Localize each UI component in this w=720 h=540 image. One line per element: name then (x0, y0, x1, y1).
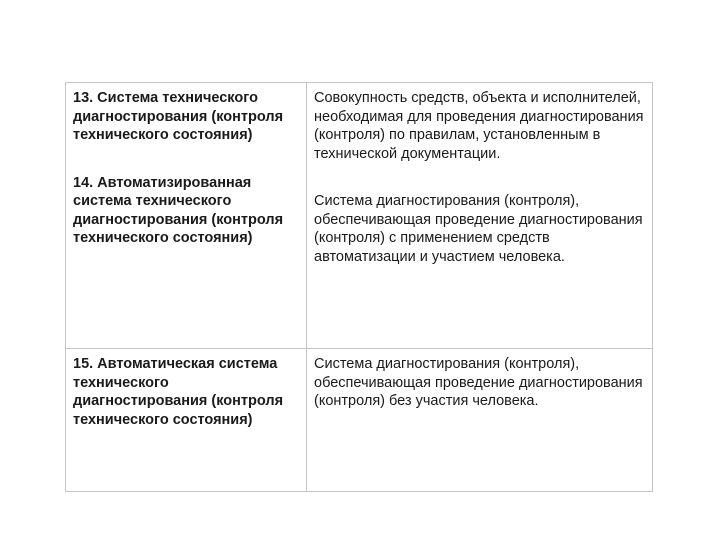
entry-spacer (314, 163, 645, 192)
definition-13: Совокупность средств, объекта и исполнителей, необходимая для проведения диагностирования (контроля) по правилам, установленным в технической документации. (314, 90, 644, 162)
definition-cell (307, 349, 653, 492)
definition-15: Система диагностирования (контроля), обеспечивающая проведение диагностирования (контроля) без участия человека. (314, 356, 643, 409)
term-14: 14. Автоматизированная система технического диагностирования (контроля технического состояния) (73, 174, 284, 246)
definition-14: Система диагностирования (контроля), обеспечивающая проведение диагностирования (контроля) с применением средств автоматизации и участием человека. (314, 193, 643, 265)
table-row (66, 83, 653, 349)
term-15: 15. Автоматическая система технического диагностирования (контроля технического состояния) (73, 356, 284, 428)
definition-cell (307, 83, 653, 349)
term-cell (66, 349, 307, 492)
term-13: 13. Система технического диагностирования (контроля технического состояния) (73, 90, 284, 143)
term-cell (66, 83, 307, 349)
entry-spacer (73, 145, 299, 174)
table-row (66, 349, 653, 492)
terms-table (65, 82, 653, 492)
